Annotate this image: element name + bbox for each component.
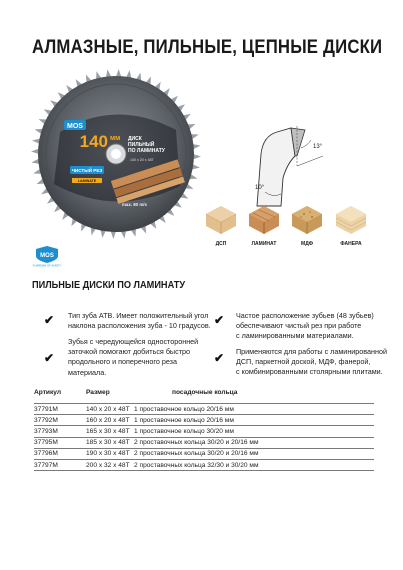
blade-diameter: 140: [79, 132, 108, 151]
blade-brand: MOS: [67, 123, 83, 130]
brand-logo-text: MOS: [40, 253, 54, 259]
blade-speed: max. 80 m/s: [122, 202, 147, 207]
swatch-plywood: [334, 202, 368, 238]
feature-left-1: Тип зуба ATB. Имеет положительный угол наклона расположения зуба - 10 градусов.: [68, 311, 211, 331]
check-icon: ✔: [44, 351, 55, 365]
header-rings: посадочные кольца: [172, 389, 238, 396]
tooth-angle-diagram: [247, 126, 339, 210]
blade-spec: 140 x 20 x 48T: [130, 158, 154, 162]
table-row: 37791M 140 x 20 x 48T 1 проставочное кольцо 20/16 мм: [34, 404, 374, 415]
blade-type-1: ДИСК: [128, 136, 142, 142]
material-label-laminate: ЛАМИНАТ: [251, 241, 277, 247]
table-row: 37792M 160 x 20 x 48T 1 проставочное кольцо 20/16 мм: [34, 415, 374, 426]
blade-tooth: [193, 154, 201, 160]
table-row: 37796M 190 x 30 x 48T 2 проставочных кольца 30/20 и 20/16 мм: [34, 448, 374, 459]
spec-table: [34, 388, 374, 471]
blade-tooth: [110, 231, 116, 239]
blade-badge: ЧИСТЫЙ РЕЗ: [71, 168, 103, 173]
blade-tooth: [116, 69, 122, 77]
swatch-chipboard: [204, 202, 238, 238]
table-header-row: [34, 388, 374, 404]
feature-right-2: Применяются для работы с ламинированной ДСП, паркетной доской, МДФ, фанерой, с комбинированными столярными плитами.: [236, 347, 387, 377]
blade-ribbon: LAMINATE: [77, 179, 97, 183]
angle-bottom-label: 10°: [255, 185, 265, 191]
material-label-plywood: ФАНЕРА: [340, 241, 362, 247]
check-icon: ✔: [44, 313, 55, 327]
table-row: 37795M 185 x 30 x 48T 2 проставочных кольца 30/20 и 20/16 мм: [34, 437, 374, 448]
table-row: 37797M 200 x 32 x 48T 2 проставочных кольца 32/30 и 30/20 мм: [34, 459, 374, 470]
table-row: 37793M 165 x 30 x 48T 1 проставочное кольцо 30/20 мм: [34, 426, 374, 437]
page-title: АЛМАЗНЫЕ, ПИЛЬНЫЕ, ЦЕПНЫЕ ДИСКИ: [32, 36, 383, 58]
section-title: ПИЛЬНЫЕ ДИСКИ ПО ЛАМИНАТУ: [32, 280, 186, 291]
blade-type-2: ПИЛЬНЫЙ: [128, 142, 155, 148]
feature-left-2: Зубья с чередующейся односторонней заточкой помогают добиться быстро продольного и поперечного реза материала.: [68, 337, 199, 377]
brand-logo: [32, 245, 62, 267]
blade-type-3: ПО ЛАМИНАТУ: [128, 148, 165, 154]
header-size: Размер: [86, 389, 110, 396]
swatch-mdf: [290, 202, 324, 238]
feature-right-1: Частое расположение зубьев (48 зубьев) обеспечивают чистый рез при работе с ламинированными материалами.: [236, 311, 374, 341]
blade-diameter-unit: мм: [110, 135, 121, 142]
blade-tooth: [31, 148, 39, 154]
check-icon: ✔: [214, 313, 225, 327]
material-label-chipboard: ДСП: [215, 241, 227, 247]
angle-top-label: 13°: [313, 144, 323, 150]
check-icon: ✔: [214, 351, 225, 365]
swatch-laminate: [247, 202, 281, 238]
saw-blade-image: [30, 68, 202, 240]
header-article: Артикул: [34, 389, 62, 396]
brand-logo-tagline: GUARDIAN OF SAFETY: [32, 264, 62, 267]
material-label-mdf: МДФ: [301, 241, 313, 247]
